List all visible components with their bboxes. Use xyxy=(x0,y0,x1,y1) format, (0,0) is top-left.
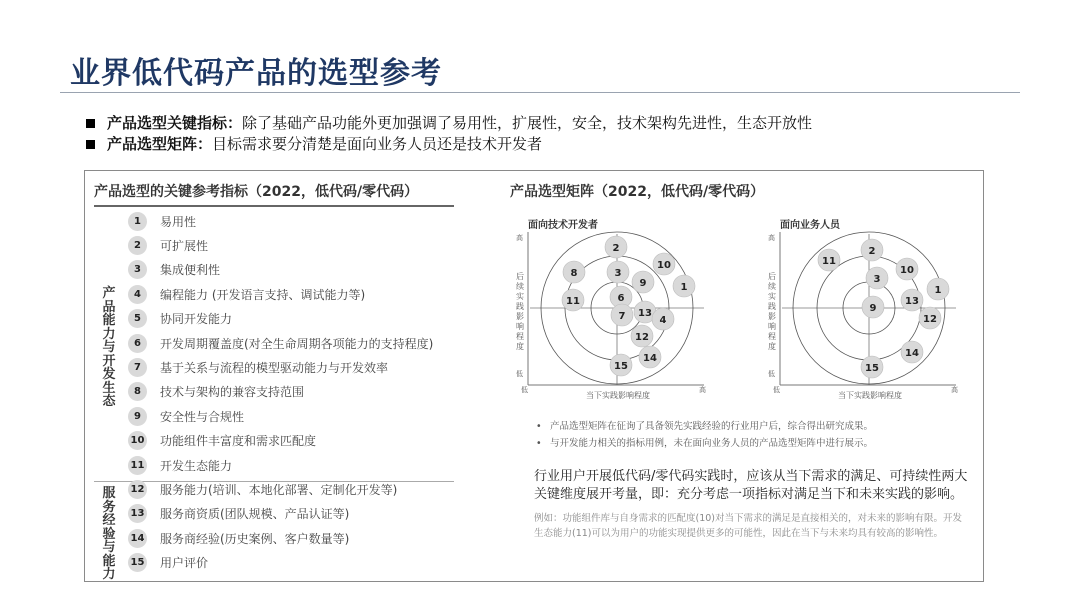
item-marker xyxy=(862,296,884,318)
indicator-label: 服务商经验(历史案例、客户数量等) xyxy=(160,531,350,546)
svg-text:2: 2 xyxy=(868,246,876,257)
matrix-title: 面向业务人员 xyxy=(780,220,840,231)
y-low-label: 低 xyxy=(516,370,523,378)
svg-text:9: 9 xyxy=(639,278,647,289)
indicator-number: 3 xyxy=(128,260,147,279)
item-marker xyxy=(610,354,632,376)
indicator-label: 编程能力 (开发语言支持、调试能力等) xyxy=(160,287,366,302)
indicator-label: 协同开发能力 xyxy=(160,312,233,327)
svg-text:12: 12 xyxy=(635,332,649,343)
indicator-label: 基于关系与流程的模型驱动能力与开发效率 xyxy=(160,361,389,376)
svg-text:1: 1 xyxy=(934,285,942,296)
x-axis-label: 当下实践影响程度 xyxy=(586,391,650,400)
svg-text:6: 6 xyxy=(617,293,625,304)
item-marker xyxy=(607,261,629,283)
indicator-list xyxy=(128,209,458,575)
matrix-title: 面向技术开发者 xyxy=(528,220,598,231)
group-label-service: 服务经验与能力 xyxy=(102,486,116,582)
indicator-item xyxy=(128,233,458,257)
bullet-key: 产品选型矩阵： xyxy=(107,135,213,153)
svg-text:9: 9 xyxy=(869,303,877,314)
matrix-panel-heading: 产品选型矩阵（2022，低代码/零代码） xyxy=(510,184,765,200)
note-item: • 产品选型矩阵在征询了具备领先实践经验的行业用户后，综合得出研究成果。 xyxy=(536,418,873,435)
x-axis-label: 当下实践影响程度 xyxy=(838,391,902,400)
matrix-plot xyxy=(526,230,708,388)
svg-text:4: 4 xyxy=(659,315,667,326)
example-text: 例如：功能组件库与自身需求的匹配度(10)对当下需求的满足是直接相关的，对未来的影响有限。开发生态能力(11)可以为用户的功能实现提供更多的可能性，因此在当下与未来均具有较高的影响性。 xyxy=(534,513,963,539)
square-bullet-icon xyxy=(86,140,95,149)
item-marker xyxy=(631,325,653,347)
item-marker xyxy=(632,271,654,293)
item-marker xyxy=(919,307,941,329)
item-marker xyxy=(861,239,883,261)
indicator-panel-heading: 产品选型的关键参考指标（2022，低代码/零代码） xyxy=(94,184,419,200)
key-points xyxy=(86,113,812,155)
indicator-label: 服务能力(培训、本地化部署、定制化开发等) xyxy=(160,482,398,497)
y-axis-label: 后续实践影响程度 xyxy=(768,272,776,351)
x-high-label: 高 xyxy=(951,386,958,394)
indicator-heading-rule xyxy=(94,205,454,207)
indicator-item xyxy=(128,429,458,453)
item-marker xyxy=(901,341,923,363)
indicator-label: 用户评价 xyxy=(160,556,209,571)
svg-text:1: 1 xyxy=(680,282,688,293)
indicator-item xyxy=(128,453,458,477)
svg-text:11: 11 xyxy=(566,296,580,307)
indicator-item xyxy=(128,307,458,331)
svg-text:15: 15 xyxy=(614,361,628,372)
svg-text:11: 11 xyxy=(822,256,836,267)
indicator-item xyxy=(128,550,458,574)
x-low-label: 低 xyxy=(773,386,780,394)
indicator-item xyxy=(128,502,458,526)
matrix-notes xyxy=(536,418,873,452)
note-item: • 与开发能力相关的指标用例，未在面向业务人员的产品选型矩阵中进行展示。 xyxy=(536,435,873,452)
indicator-item xyxy=(128,209,458,233)
bullet-text: 目标需求要分清楚是面向业务人员还是技术开发者 xyxy=(212,135,543,153)
matrix-business-users xyxy=(762,216,962,400)
x-low-label: 低 xyxy=(521,386,528,394)
item-marker xyxy=(562,289,584,311)
indicator-item xyxy=(128,477,458,501)
square-bullet-icon xyxy=(86,119,95,128)
bullet-text: 除了基础产品功能外更加强调了易用性，扩展性，安全，技术架构先进性，生态开放性 xyxy=(242,114,813,132)
y-high-label: 高 xyxy=(768,234,775,242)
item-marker xyxy=(673,275,695,297)
svg-text:14: 14 xyxy=(643,353,657,364)
indicator-number: 9 xyxy=(128,407,147,426)
indicator-item xyxy=(128,331,458,355)
item-marker xyxy=(563,261,585,283)
svg-text:3: 3 xyxy=(614,268,622,279)
indicator-label: 可扩展性 xyxy=(160,239,209,254)
indicator-label: 服务商资质(团队规模、产品认证等) xyxy=(160,507,350,522)
indicator-number: 15 xyxy=(128,553,147,572)
indicator-number: 2 xyxy=(128,236,147,255)
matrix-plot xyxy=(778,230,960,388)
summary-text: 行业用户开展低代码/零代码实践时，应该从当下需求的满足、可持续性两大关键维度展开考量，即：充分考虑一项指标对满足当下和未来实践的影响。 xyxy=(534,469,968,502)
svg-text:15: 15 xyxy=(865,363,879,374)
svg-text:10: 10 xyxy=(657,260,671,271)
indicator-number: 4 xyxy=(128,285,147,304)
indicator-label: 技术与架构的兼容支持范围 xyxy=(160,385,305,400)
svg-text:12: 12 xyxy=(923,314,937,325)
svg-text:7: 7 xyxy=(618,311,626,322)
indicator-item xyxy=(128,355,458,379)
indicator-label: 安全性与合规性 xyxy=(160,409,245,424)
item-marker xyxy=(896,258,918,280)
x-high-label: 高 xyxy=(699,386,706,394)
svg-text:3: 3 xyxy=(873,274,881,285)
title-divider xyxy=(60,92,1020,93)
svg-text:13: 13 xyxy=(638,308,652,319)
indicator-number: 13 xyxy=(128,504,147,523)
y-high-label: 高 xyxy=(516,234,523,242)
indicator-item xyxy=(128,258,458,282)
indicator-item xyxy=(128,380,458,404)
item-marker xyxy=(639,346,661,368)
svg-text:2: 2 xyxy=(612,243,620,254)
item-marker xyxy=(818,249,840,271)
bullet-item xyxy=(86,113,812,134)
indicator-label: 开发周期覆盖度(对全生命周期各项能力的支持程度) xyxy=(160,336,434,351)
svg-text:13: 13 xyxy=(905,296,919,307)
indicator-item xyxy=(128,404,458,428)
indicator-item xyxy=(128,526,458,550)
indicator-label: 集成便利性 xyxy=(160,263,221,278)
indicator-number: 14 xyxy=(128,529,147,548)
item-marker xyxy=(866,267,888,289)
svg-text:10: 10 xyxy=(900,265,914,276)
indicator-label: 易用性 xyxy=(160,214,197,229)
item-marker xyxy=(653,253,675,275)
indicator-number: 1 xyxy=(128,212,147,231)
matrix-developers xyxy=(510,216,710,400)
indicator-number: 12 xyxy=(128,480,147,499)
indicator-item xyxy=(128,282,458,306)
item-marker xyxy=(927,278,949,300)
indicator-label: 功能组件丰富度和需求匹配度 xyxy=(160,434,317,449)
item-marker xyxy=(652,308,674,330)
page-title: 业界低代码产品的选型参考 xyxy=(70,56,442,91)
bullet-item xyxy=(86,134,812,155)
group-label-product: 产品能力与开发生态 xyxy=(102,286,116,409)
indicator-number: 8 xyxy=(128,382,147,401)
indicator-number: 5 xyxy=(128,309,147,328)
item-marker xyxy=(861,356,883,378)
indicator-number: 7 xyxy=(128,358,147,377)
svg-text:8: 8 xyxy=(570,268,578,279)
y-axis-label: 后续实践影响程度 xyxy=(516,272,524,351)
bullet-key: 产品选型关键指标： xyxy=(107,114,243,132)
indicator-number: 6 xyxy=(128,334,147,353)
indicator-number: 10 xyxy=(128,431,147,450)
y-low-label: 低 xyxy=(768,370,775,378)
item-marker xyxy=(605,236,627,258)
item-marker xyxy=(901,289,923,311)
item-marker xyxy=(611,304,633,326)
indicator-number: 11 xyxy=(128,456,147,475)
svg-text:14: 14 xyxy=(905,348,919,359)
indicator-label: 开发生态能力 xyxy=(160,458,233,473)
